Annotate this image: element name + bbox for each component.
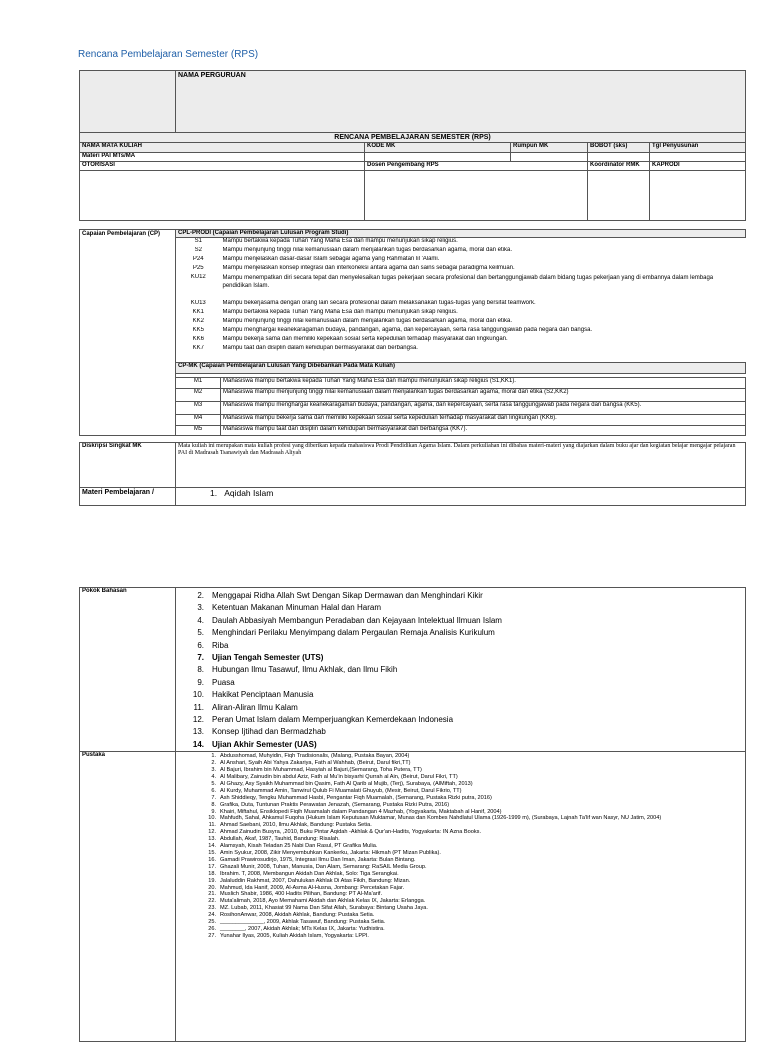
- rps-table-bottom: [79, 587, 746, 1042]
- item-number: 9.: [197, 677, 204, 687]
- pustaka-item: [178, 933, 743, 940]
- pokok-bahasan-item: [178, 714, 743, 726]
- item-text: Riba: [212, 640, 229, 650]
- cpl-code: KK7: [192, 344, 204, 351]
- item-number: 4.: [211, 774, 216, 780]
- cpl-code: KU12: [190, 273, 206, 280]
- cp-label: Capaian Pembelajaran (CP): [80, 230, 176, 436]
- item-number: 1.: [211, 753, 216, 760]
- item-number: 20.: [208, 884, 216, 891]
- logo-cell: [80, 71, 176, 133]
- item-text: Ahmad Zainudin Busyra, ,2010, Buku Pintar Aqidah -Akhlak & Qur'an-Hadits, Yogyakarta: IN Azna Books.: [220, 829, 482, 836]
- pustaka-item: [178, 795, 743, 802]
- kaprodi-label: KAPRODI: [650, 162, 746, 171]
- pustaka-list: [176, 752, 746, 1042]
- pokok-items: [178, 590, 743, 751]
- item-number: 13.: [208, 836, 216, 843]
- cpmk-text: Mahasiswa mampu menjunjung tinggi nilai kemanusiaan dalam menjalankan tugas berdasarkan agama, moral dan etika (S2,KK2): [221, 389, 746, 402]
- pokok-bahasan-item: [178, 602, 743, 614]
- deskripsi-table: [79, 442, 746, 506]
- item-number: 14.: [192, 739, 204, 749]
- koordinator-label: Koordinator RMK: [588, 162, 650, 171]
- rumpun-mk-header: Rumpun MK: [511, 143, 588, 153]
- koordinator-signature-cell: [588, 171, 650, 221]
- cpl-code: KK1: [192, 308, 204, 315]
- item-number: 10.: [208, 815, 216, 822]
- nama-perguruan-label: NAMA PERGURUAN: [176, 71, 746, 133]
- pustaka-item: [178, 809, 743, 816]
- pokok-bahasan-item: [178, 689, 743, 701]
- item-number: 8.: [211, 801, 216, 808]
- item-number: 18.: [208, 870, 216, 877]
- item-number: 7.: [211, 794, 216, 801]
- item-number: 10.: [192, 690, 204, 700]
- cpmk-text: Mahasiswa mampu bertakwa kepada Tuhan Yang Maha Esa dan mampu menunjukan sikap religius (S1,KK1).: [221, 378, 746, 389]
- cpmk-code: M2: [176, 389, 221, 402]
- cpl-code: P25: [192, 264, 204, 271]
- item-text: Abdullah, Akaf, 1987, Tauhid, Bandung: Risalah.: [220, 836, 340, 843]
- item-text: Amin Syukur, 2008, Zikir Menyembuhkan Kankerku, Jakarta: Hikmah (PT Mizan Publika).: [220, 849, 441, 856]
- item-number: 2.: [197, 591, 204, 600]
- otorisasi-label: OTORISASI: [80, 162, 365, 171]
- item-number: 24.: [208, 912, 216, 919]
- item-text: Gamadi Prawirosudirjo, 1975, Integrasi Ilmu Dan Iman, Jakarta: Bulan Bintang.: [220, 856, 416, 863]
- pustaka-item: [178, 885, 743, 892]
- cpl-code: S1: [194, 238, 202, 244]
- pokok-bahasan-item: [178, 627, 743, 639]
- item-number: 7.: [197, 653, 204, 663]
- pokok-bahasan-item: [178, 677, 743, 689]
- cpl-text: Mampu bekerja sama dan memiliki kepekaan sosial serta kepedulian terhadap masyarakat dan lingkungan.: [222, 335, 508, 342]
- item-text: MZ. Lubab, 2011, Khasiat 99 Nama Dan Sifat Allah, Surabaya: Bintang Usaha Jaya.: [220, 905, 428, 912]
- pustaka-item: [178, 753, 743, 760]
- item-number: 19.: [208, 877, 216, 884]
- item-number: 26.: [208, 925, 216, 932]
- tgl-penyusunan-header: Tgl Penyusunan: [650, 143, 746, 153]
- pokok-bahasan-item: [178, 726, 743, 738]
- item-text: Ketentuan Makanan Minuman Halal dan Haram: [212, 603, 381, 613]
- kaprodi-signature-cell: [650, 171, 746, 221]
- pokok-bahasan-label: Pokok Bahasan: [80, 588, 176, 752]
- cpmk-text: Mahasiswa mampu taat dan disiplin dalam kehidupan bermasyarakat dan berbangsa (KK7).: [221, 426, 746, 436]
- pustaka-item: [178, 919, 743, 926]
- item-text: Ibrahim. T, 2008, Membangun Akidah Dan Akhlak, Solo: Tiga Serangkai.: [220, 870, 399, 877]
- cpl-text: Mampu menjunjung tinggi nilai kemanusiaan dalam menjalankan tugas berdasarkan agama, moral dan etika.: [222, 317, 513, 324]
- item-number: 16.: [208, 856, 216, 863]
- item-text: Al Anshari, Syaih Abi Yahya Zakariya, Fath al Wahhab, (Beirut, Darul fikri,TT): [220, 760, 411, 767]
- pustaka-item: [178, 843, 743, 850]
- pokok-bahasan-list: [176, 588, 746, 752]
- dosen-pengembang-label: Dosen Pengembang RPS: [365, 162, 588, 171]
- pokok-bahasan-item: [178, 702, 743, 714]
- item-number: 15.: [208, 849, 216, 856]
- pustaka-item: [178, 857, 743, 864]
- item-number: 3.: [197, 603, 204, 613]
- item-number: 4.: [197, 615, 204, 625]
- item-text: Ash Shiddieqy, Tengku Muhammad Hasbi, Pengantar Fiqh Muamalah, (Semarang, Pustaka Rizki putra, 2016): [220, 794, 492, 801]
- item-number: 2.: [211, 760, 216, 767]
- cpl-code: P24: [192, 255, 204, 262]
- cpmk-header: CP-MK (Capaian Pembelajaran Lulusan Yang Dibebankan Pada Mata Kuliah): [176, 363, 746, 374]
- cpl-code: KK2: [192, 317, 204, 324]
- cpl-code: KK6: [192, 335, 204, 342]
- item-text: Hubungan Ilmu Tasawuf, Ilmu Akhlak, dan Ilmu Fikih: [212, 665, 398, 675]
- deskripsi-text: Mata kuliah ini merupakan mata kuliah profesi yang diberikan kepada mahasiswa Prodi Pendidikan Agama Islam. Dalam perkuliahan ini dibahas materi-materi yang diajarkan dalam buku ajar dan kegiatan belajar mengajar pelajaran PAI di Madrasah Tsanawiyah dan Madrasah Aliyah: [176, 443, 746, 488]
- item-number: 12.: [208, 829, 216, 836]
- pustaka-item: [178, 926, 743, 933]
- cpl-text: Mampu bertakwa kepada Tuhan Yang Maha Esa dan mampu menunjukan sikap religius.: [222, 238, 458, 244]
- mk-name: Materi PAI MTs/MA: [80, 153, 365, 162]
- item-number: 6.: [211, 787, 216, 794]
- item-number: 22.: [208, 898, 216, 905]
- item-number: 3.: [211, 767, 216, 774]
- item-text: Puasa: [212, 677, 235, 687]
- rps-table-top: [79, 70, 746, 221]
- item-text: RosihonAnwar, 2008, Akidah Akhlak, Bandung: Pustaka Setia.: [220, 912, 375, 919]
- item-text: Hakikat Penciptaan Manusia: [212, 690, 314, 700]
- item-number: 14.: [208, 843, 216, 850]
- pustaka-item: [178, 898, 743, 905]
- item-number: 9.: [211, 808, 216, 815]
- item-text: Aliran-Aliran Ilmu Kalam: [212, 702, 298, 712]
- pustaka-item: [178, 767, 743, 774]
- item-number: 6.: [197, 640, 204, 650]
- pokok-bahasan-item: [178, 615, 743, 627]
- cpmk-code: M1: [176, 378, 221, 389]
- bobot-header: BOBOT (sks): [588, 143, 650, 153]
- item-text: Ujian Tengah Semester (UTS): [212, 653, 324, 663]
- materi-label: Materi Pembelajaran /: [80, 488, 176, 506]
- item-text: Al Malibary, Zainudin bin abdul Aziz, Fath al Mu'in bisyarhi Qurrah al Ain, (Beirut, Darul Fikri, TT): [220, 774, 458, 780]
- item-number: 12.: [192, 715, 204, 725]
- pustaka-item: [178, 871, 743, 878]
- cpmk-text: Mahasiswa mampu bekerja sama dan memiliki kepekaan sosial serta kepedulian terhadap masyarakat dan lingkungan (KK6).: [221, 415, 746, 426]
- item-number: 23.: [208, 905, 216, 912]
- pustaka-item: [178, 905, 743, 912]
- item-text: Abdusshomad, Muhyidin, Fiqh Tradisionalis, (Malang, Pustaka Bayan, 2004): [220, 753, 410, 760]
- item-number: 25.: [208, 919, 216, 926]
- pustaka-item: [178, 912, 743, 919]
- item-number: 13.: [192, 727, 204, 737]
- cpmk-code: M4: [176, 415, 221, 426]
- item-text: Muslich Shabir, 1986, 400 Hadits Pilihan, Bandung: PT Al-Ma'arif.: [220, 891, 383, 898]
- materi-first-item: 1. Aqidah Islam: [176, 488, 746, 506]
- item-text: Alamsyah, Kisah Teladan 25 Nabi Dan Rasul, PT Grafika Mulia.: [220, 843, 378, 850]
- cpl-header: CPL-PRODI (Capaian Pembelajaran Lulusan Program Studi): [176, 230, 746, 238]
- pustaka-item: [178, 788, 743, 795]
- item-number: 21.: [208, 891, 216, 898]
- rps-header: RENCANA PEMBELAJARAN SEMESTER (RPS): [80, 133, 746, 143]
- item-text: Daulah Abbasiyah Membangun Peradaban dan Kejayaan Intelektual Ilmuan Islam: [212, 615, 502, 625]
- pustaka-item: [178, 774, 743, 781]
- item-text: Yunahar Ilyas, 2005, Kuliah Akidah Islam, Yogyakarta: LPPI.: [220, 932, 369, 939]
- nama-mk-header: NAMA MATA KULIAH: [80, 143, 365, 153]
- item-text: Al Ghazy, Asy Syaikh Muhammad bin Qasim, Fath Al Qarib al Mujib, (Terj), Surabaya, (AlMiftah, 2013): [220, 780, 473, 787]
- kode-mk-header: KODE MK: [365, 143, 511, 153]
- pokok-bahasan-item: [178, 590, 743, 602]
- item-text: ________, 2007, Akidah Akhlak; MTs Kelas IX, Jakarta: Yudhistira.: [220, 925, 385, 932]
- cpl-text: Mampu bertakwa kepada Tuhan Yang Maha Esa dan mampu menunjukan sikap religius.: [222, 308, 458, 315]
- cpmk-code: M3: [176, 402, 221, 415]
- cpmk-code: M5: [176, 426, 221, 436]
- pokok-bahasan-item: [178, 664, 743, 676]
- item-text: Ahmad Saebani, 2010, Ilmu Akhlak, Bandung: Pustaka Setia.: [220, 822, 372, 829]
- item-text: Peran Umat Islam dalam Memperjuangkan Kemerdekaan Indonesia: [212, 715, 454, 725]
- cpl-code: KK5: [192, 326, 204, 333]
- item-number: 17.: [208, 863, 216, 870]
- pustaka-item: [178, 829, 743, 836]
- item-text: Mahfudh, Sahal, Ahkamul Fuqoha (Hukum Islam Keputusan Muktamar, Munas dan Kombes Nahdlatul Ulama (1926-1999 m), (Surabaya, Lajnah Ta'lif wan Nasyr, NU Jatim, 2004): [220, 815, 662, 822]
- cpl-text: Mampu menempatkan diri secara tepat dan menyelesaikan tugas pekerjaan secara profesional dan bertanggungjawab dalam bidang tugas pekerjaan yang di embannya dalam lembaga pendidikan Islam.: [222, 274, 714, 289]
- pustaka-item: [178, 864, 743, 871]
- item-text: Menggapai Ridha Allah Swt Dengan Sikap Dermawan dan Menghindari Kikir: [212, 591, 483, 600]
- item-text: Muta'alimah, 2018, Ayo Memahami Akidah dan Akhlak Kelas IX, Jakarta: Erlangga.: [220, 898, 426, 905]
- item-text: Grafika, Duta, Tuntunan Praktis Perawatan Jenazah, (Semarang, Pustaka Rizki Putra, 2016): [220, 801, 450, 808]
- item-text: Ujian Akhir Semester (UAS): [212, 739, 317, 749]
- item-number: 5.: [211, 780, 216, 787]
- pustaka-item: [178, 781, 743, 788]
- pustaka-item: [178, 878, 743, 885]
- item-text: Menghindari Perilaku Menyimpang dalam Pergaulan Remaja Analisis Kurikulum: [212, 628, 495, 638]
- pustaka-items: [178, 753, 743, 939]
- pustaka-item: [178, 850, 743, 857]
- cpl-text: Mampu menjelaskan konsep integrasi dan interkoneksi antara agama dan sains sebagai paradigma keilmuan.: [222, 264, 515, 271]
- item-number: 27.: [208, 932, 216, 939]
- item-text: Khairi, Miftahul, Ensiklopedi Fiqih Muamalah dalam Pandangan 4 Mazhab, (Yogyakarta, Maktabah al Hanif, 2004): [220, 808, 502, 815]
- pustaka-item: [178, 802, 743, 809]
- cpl-code: KU13: [190, 299, 206, 306]
- dosen-signature-cell: [365, 171, 588, 221]
- item-number: 11.: [208, 822, 216, 829]
- document-title: Rencana Pembelajaran Semester (RPS): [78, 49, 259, 60]
- pustaka-item: [178, 760, 743, 767]
- item-text: Al Bajuri, Ibrahim bin Muhammad, Hasyiah al Bajuri,(Semarang, Toha Putera, TT): [220, 767, 422, 774]
- cpl-text: Mampu menjelaskan dasar-dasar Islam sebagai agama yang Rahmatan lil 'Alami.: [222, 255, 440, 262]
- cp-table: [79, 229, 746, 436]
- item-number: 5.: [197, 628, 204, 638]
- item-text: Mahmud, Ida Hanif, 2009, Al-Asma Al-Husna, Jombang: Percetakan Fajar.: [220, 884, 405, 891]
- cpl-text: Mampu menghargai keanekaragaman budaya, pandangan, agama, dan kepercayaan, serta rasa tanggungjawab pada negara dan bangsa.: [222, 326, 593, 333]
- item-text: Konsep Ijtihad dan Bermadzhab: [212, 727, 326, 737]
- item-text: ______________, 2009, Akhlak Tasawuf, Bandung: Pustaka Setia.: [220, 919, 386, 926]
- pokok-bahasan-item: [178, 640, 743, 652]
- pustaka-item: [178, 891, 743, 898]
- pustaka-label: Pustaka: [80, 752, 176, 1042]
- item-number: 11.: [193, 702, 204, 712]
- pustaka-item: [178, 822, 743, 829]
- item-text: Jalaluddin Rakhmat, 2007, Dahulukan Akhlak Di Atas Fikih, Bandung: Mizan.: [220, 877, 411, 884]
- cpl-text: Mampu taat dan disiplin dalam kehidupan bermasyarakat dan berbangsa.: [222, 344, 418, 351]
- pustaka-item: [178, 836, 743, 843]
- pustaka-item: [178, 815, 743, 822]
- cpl-text: Mampu menjunjung tinggi nilai kemanusiaan dalam menjalankan tugas berdasarkan agama, moral dan etika.: [222, 246, 513, 253]
- pokok-bahasan-item: [178, 652, 743, 664]
- pokok-bahasan-item: [178, 739, 743, 751]
- cpl-code: S2: [194, 246, 202, 253]
- item-text: Ghazali Munir, 2008, Tuhan, Manusia, Dan Alam, Semarang: RaSAIL Media Group.: [220, 863, 427, 870]
- item-text: Al Kurdy, Muhammad Amin, Tanwirul Qulub Fi Muamalati Ghuyub, (Mesir, Beirut, Darul Fikrio, TT): [220, 787, 462, 794]
- item-number: 8.: [197, 665, 204, 675]
- deskripsi-label: Diskripsi Singkat MK: [80, 443, 176, 488]
- cpl-text: Mampu bekerjasama dengan orang lain secara profesional dalam melaksanakan tugas-tugas yang bersifat teamwork.: [222, 299, 536, 306]
- cpmk-text: Mahasiswa mampu menghargai keanekaragaman budaya, pandangan, agama, dan kepercayaan, serta rasa tanggungjawab pada negara dan bangsa (KK5).: [221, 402, 746, 415]
